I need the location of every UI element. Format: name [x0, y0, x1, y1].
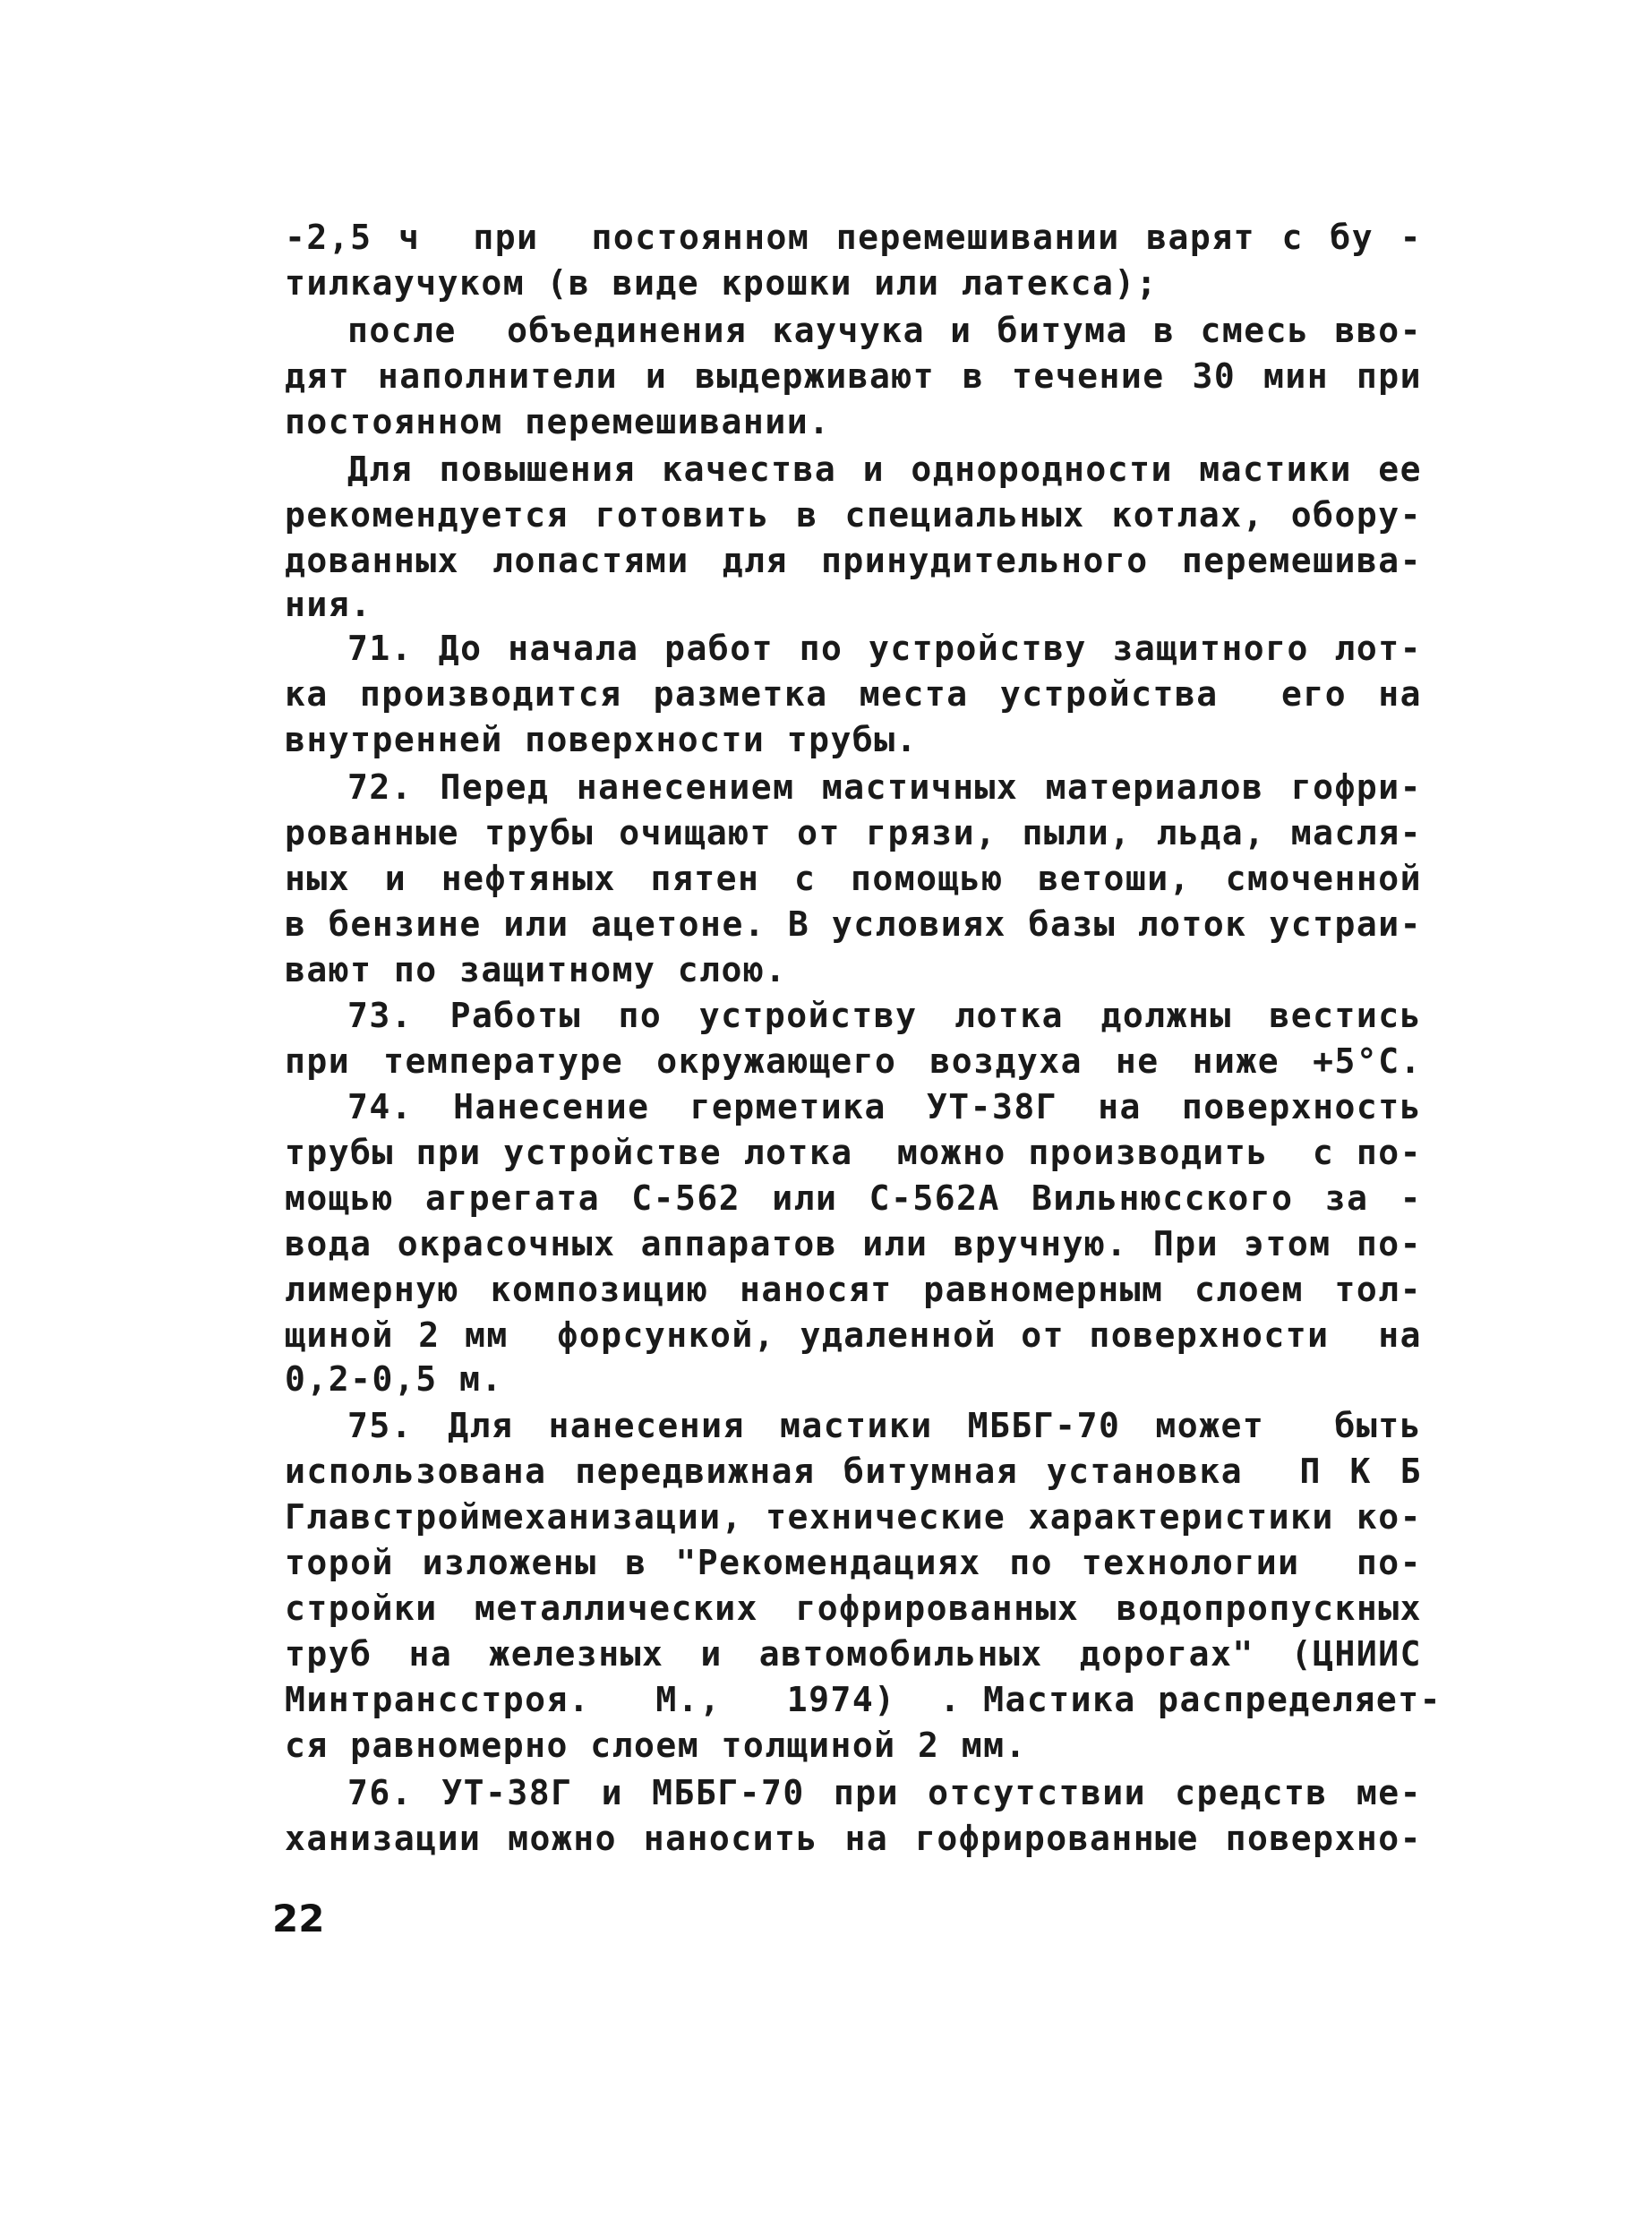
text-line: при температуре окружающего воздуха не ниже +5°С. — [285, 1041, 1422, 1081]
text-line: 0,2-0,5 м. — [285, 1359, 503, 1399]
text-line: вают по защитному слою. — [285, 950, 787, 989]
text-line: мощью агрегата С-562 или С-562А Вильнюсского за - — [285, 1178, 1422, 1218]
text-line: внутренней поверхности трубы. — [285, 720, 918, 759]
text-line: постоянном перемешивании. — [285, 402, 831, 441]
page-number: 22 — [272, 1897, 325, 1940]
text-line: ка производится разметка места устройства его на — [285, 674, 1422, 714]
text-line: дованных лопастями для принудительного перемешива- — [285, 541, 1422, 580]
text-line: в бензине или ацетоне. В условиях базы лоток устраи- — [285, 904, 1422, 944]
text-line: ния. — [285, 585, 372, 624]
text-line: 71. До начала работ по устройству защитного лот- — [347, 629, 1422, 668]
text-line: ханизации можно наносить на гофрированные поверхно- — [285, 1819, 1422, 1858]
text-line: стройки металлических гофрированных водопропускных — [285, 1589, 1422, 1628]
text-line: Для повышения качества и однородности мастики ее — [347, 450, 1422, 489]
text-line: Минтрансстроя. М., 1974) . Мастика распределяет- — [285, 1680, 1442, 1719]
text-line: щиной 2 мм форсункой, удаленной от поверхности на — [285, 1315, 1422, 1355]
text-line: лимерную композицию наносят равномерным слоем тол- — [285, 1270, 1422, 1309]
text-line: ных и нефтяных пятен с помощью ветоши, смоченной — [285, 859, 1422, 898]
text-line: 76. УТ-38Г и МББГ-70 при отсутствии средств ме- — [347, 1773, 1422, 1812]
text-line: ся равномерно слоем толщиной 2 мм. — [285, 1726, 1027, 1765]
text-line: тилкаучуком (в виде крошки или латекса); — [285, 263, 1159, 303]
text-line: трубы при устройстве лотка можно производить с по- — [285, 1133, 1422, 1172]
text-line: 73. Работы по устройству лотка должны вестись — [347, 996, 1422, 1035]
text-line: рованные трубы очищают от грязи, пыли, льда, масля- — [285, 813, 1422, 852]
text-line: вода окрасочных аппаратов или вручную. При этом по- — [285, 1224, 1422, 1263]
text-line: после объединения каучука и битума в смесь вво- — [347, 311, 1422, 350]
text-line: 74. Нанесение герметика УТ-38Г на поверхность — [347, 1087, 1422, 1126]
text-line: торой изложены в "Рекомендациях по технологии по- — [285, 1543, 1422, 1582]
text-line: Главстроймеханизации, технические характеристики ко- — [285, 1497, 1422, 1537]
text-line: труб на железных и автомобильных дорогах" (ЦНИИС — [285, 1634, 1422, 1674]
text-line: 75. Для нанесения мастики МББГ-70 может быть — [347, 1406, 1422, 1445]
text-line: 72. Перед нанесением мастичных материалов гофри- — [347, 767, 1422, 807]
text-line: использована передвижная битумная установка П К Б — [285, 1452, 1422, 1491]
text-line: -2,5 ч при постоянном перемешивании варят с бу - — [285, 218, 1422, 257]
text-line: дят наполнители и выдерживают в течение 30 мин при — [285, 356, 1422, 396]
text-line: рекомендуется готовить в специальных котлах, обору- — [285, 495, 1422, 535]
